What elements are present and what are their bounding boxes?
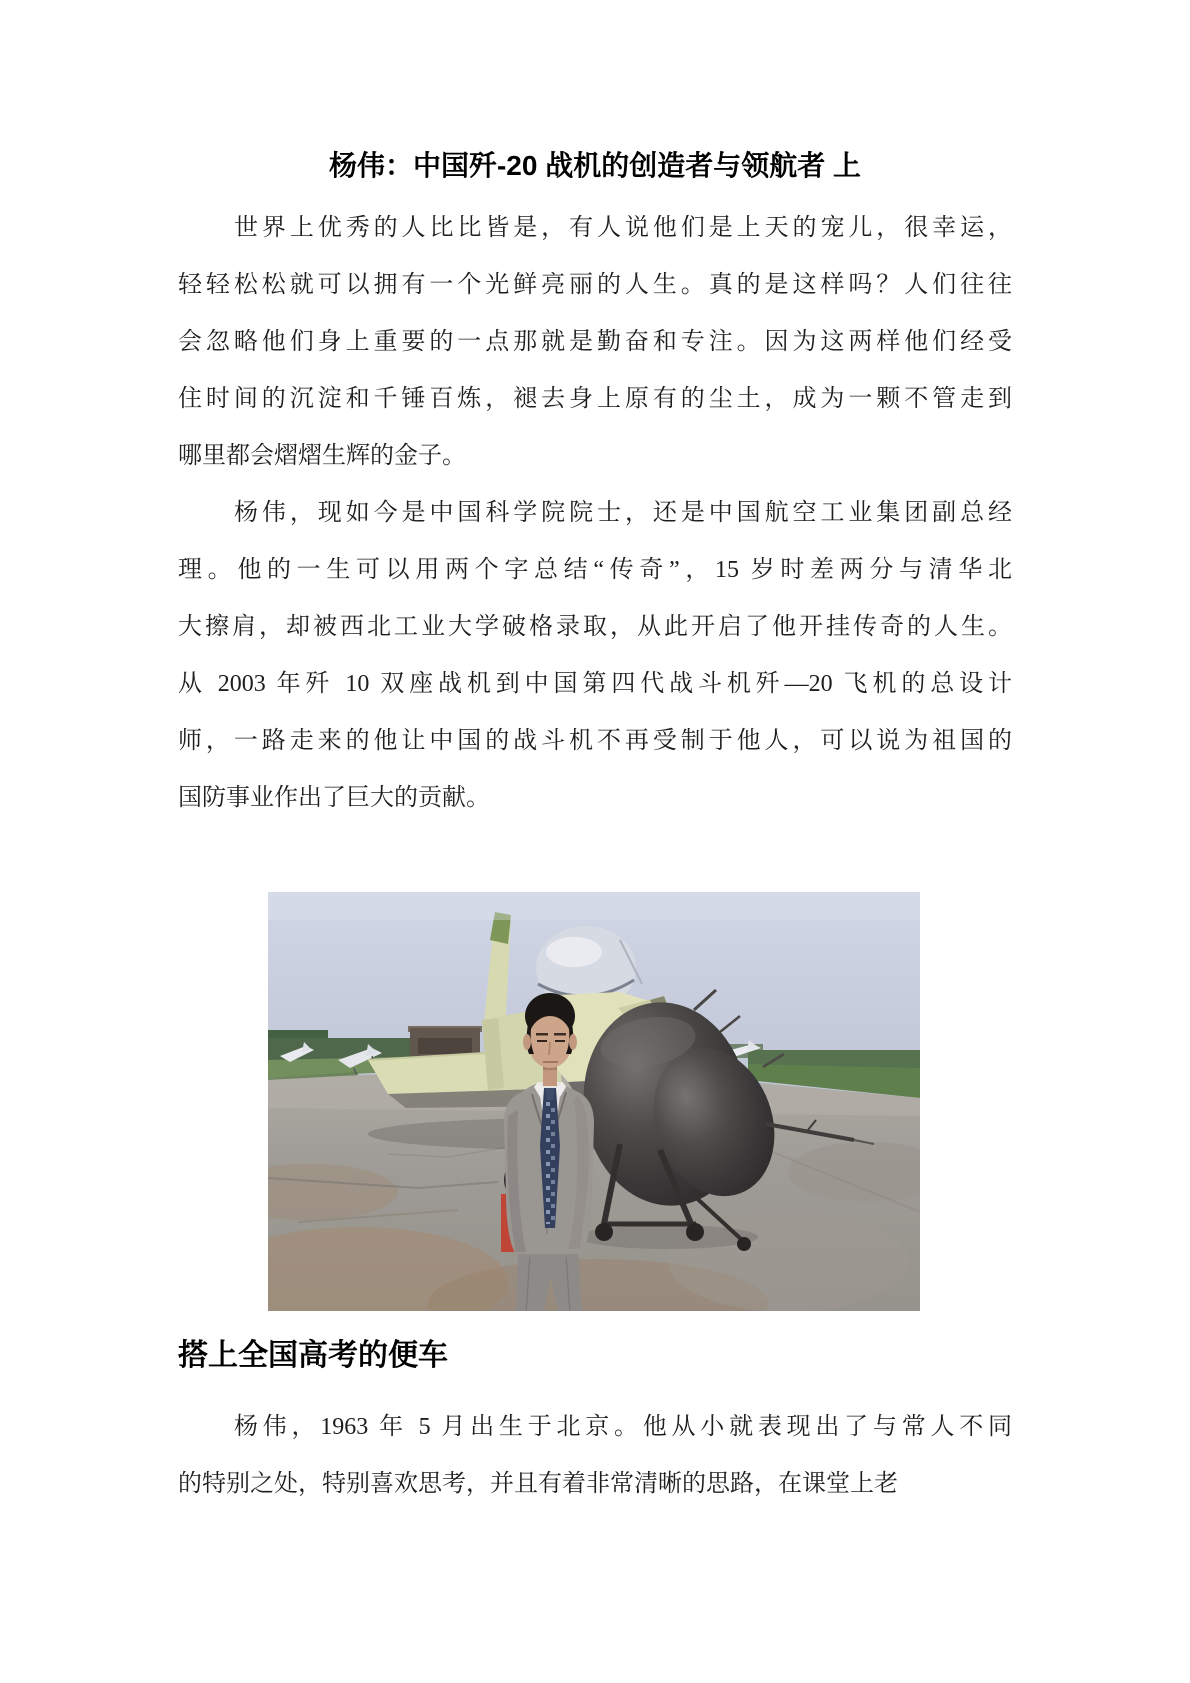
text-line: 从 2003 年歼 10 双座战机到中国第四代战斗机歼—20 飞机的总设计 [178, 671, 1012, 697]
text-line: 国防事业作出了巨大的贡献。 [178, 785, 490, 811]
text-line: 的特别之处，特别喜欢思考，并且有着非常清晰的思路，在课堂上老 [178, 1471, 898, 1497]
text-line: 住时间的沉淀和千锤百炼，褪去身上原有的尘土，成为一颗不管走到 [178, 386, 1012, 412]
section-paragraphs [178, 1399, 1012, 1513]
jet-and-designer-illustration [268, 892, 920, 1311]
text-line: 杨伟，1963 年 5 月出生于北京。他从小就表现出了与常人不同 [234, 1414, 1012, 1440]
text-line: 师，一路走来的他让中国的战斗机不再受制于他人，可以说为祖国的 [178, 728, 1012, 754]
text-line: 理。他的一生可以用两个字总结“传奇”，15 岁时差两分与清华北 [178, 557, 1012, 583]
text-line: 轻轻松松就可以拥有一个光鲜亮丽的人生。真的是这样吗？人们往往 [178, 272, 1012, 298]
text-line: 杨伟，现如今是中国科学院院士，还是中国航空工业集团副总经 [234, 500, 1012, 526]
article-title: 杨伟：中国歼-20 战机的创造者与领航者 上 [328, 150, 862, 181]
text-line: 大擦肩，却被西北工业大学破格录取，从此开启了他开挂传奇的人生。 [178, 614, 1012, 640]
section-heading: 搭上全国高考的便车 [178, 1339, 448, 1372]
intro-paragraphs [178, 200, 1012, 827]
text-line: 世界上优秀的人比比皆是，有人说他们是上天的宠儿，很幸运， [234, 215, 1012, 241]
text-line: 会忽略他们身上重要的一点那就是勤奋和专注。因为这两样他们经受 [178, 329, 1012, 355]
article-photo [268, 892, 920, 1311]
text-line: 哪里都会熠熠生辉的金子。 [178, 443, 466, 469]
